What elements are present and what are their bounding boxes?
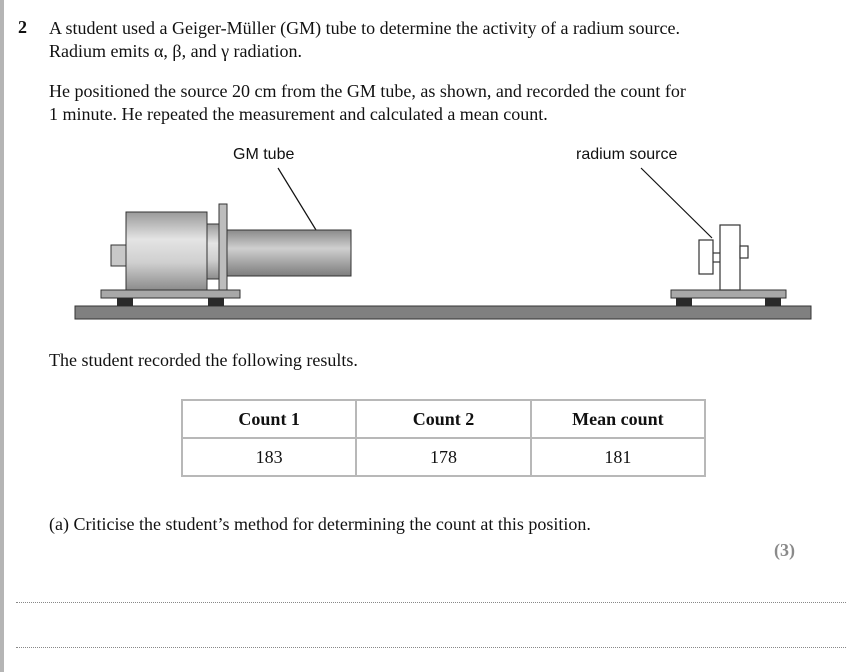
radium-source-leader-line [641,168,712,238]
gm-stand-foot-right [208,298,224,306]
cell-mean-count: 181 [531,438,705,476]
intro-line-2: Radium emits α, β, and γ radiation. [49,41,303,61]
radium-source-label: radium source [576,146,678,163]
source-stand-base [671,290,786,298]
bench [75,306,811,319]
results-table [181,399,706,477]
intro-line-1: A student used a Geiger-Müller (GM) tube to determine the activity of a radium source. [49,18,680,38]
header-mean-count: Mean count [531,400,705,438]
answer-line[interactable] [16,647,846,648]
setup-line-2: 1 minute. He repeated the measurement and calculated a mean count. [49,104,548,124]
results-data-row [182,438,705,476]
gm-clamp [219,204,227,290]
results-intro: The student recorded the following results. [49,350,358,370]
gm-tube-leader-line [278,168,316,230]
header-count-1: Count 1 [182,400,356,438]
gm-tube-window [227,230,351,276]
cell-count-1: 183 [182,438,356,476]
gm-end-cap [111,245,126,266]
part-a-marks: (3) [774,540,795,560]
header-count-2: Count 2 [356,400,530,438]
part-a-prompt: (a) Criticise the student’s method for determining the count at this position. [49,514,591,534]
setup-line-1: He positioned the source 20 cm from the GM tube, as shown, and recorded the count for [49,81,686,101]
gm-stand-base [101,290,240,298]
source-stand-foot-right [765,298,781,306]
gm-tube-label: GM tube [233,146,295,163]
answer-line[interactable] [16,602,846,603]
results-header-row [182,400,705,438]
source-holder-back [720,225,740,290]
question-number: 2 [18,17,27,37]
source-clip [740,246,748,258]
source-stand-foot-left [676,298,692,306]
source-holder-front [699,240,713,274]
gm-tube-body [126,212,207,290]
gm-stand-foot-left [117,298,133,306]
cell-count-2: 178 [356,438,530,476]
gm-tube-neck [207,224,219,279]
